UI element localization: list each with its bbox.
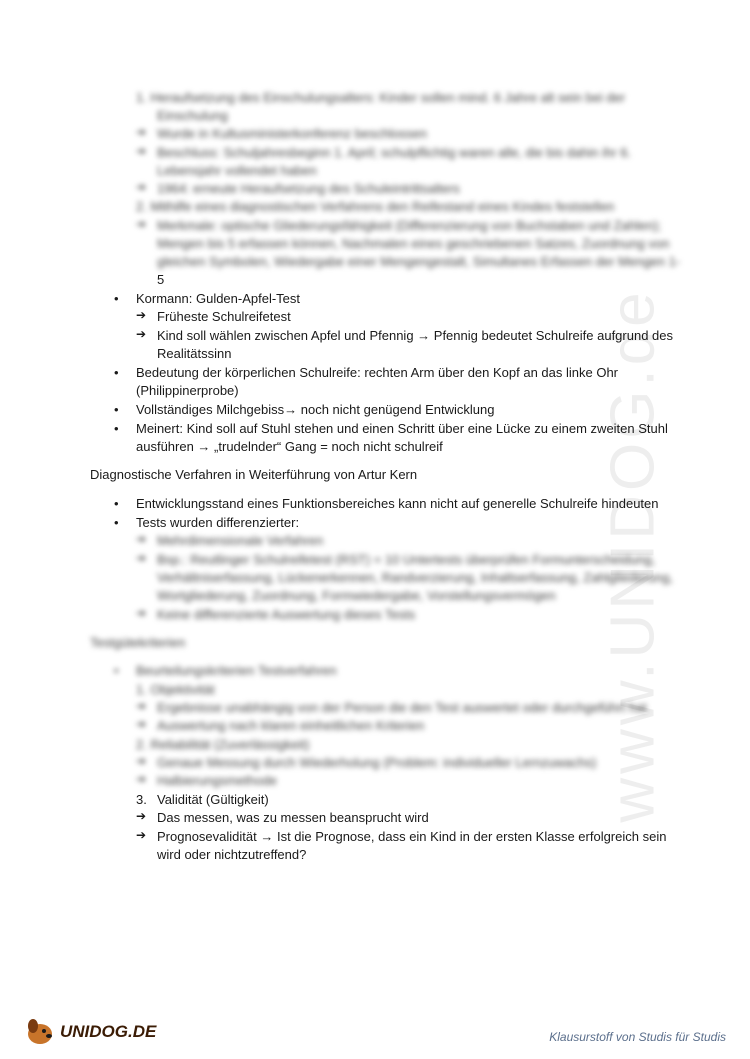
list-item-milch: • Vollständiges Milchgebiss→ noch nicht genügend Entwicklung: [136, 401, 494, 419]
blurred-line: Mehrdimensionale Verfahren: [157, 533, 324, 548]
arrow-icon: ➔: [136, 699, 147, 713]
arrow-icon: ➔: [136, 144, 147, 158]
arrow-icon: ➔: [136, 606, 147, 620]
blurred-line: Halbierungsmethode: [157, 773, 277, 788]
blurred-line: Keine differenzierte Auswertung dieses Tests: [157, 607, 416, 622]
list-subitem: Kind soll wählen zwischen Apfel und Pfennig → Pfennig bedeutet Schulreife aufgrund des: [157, 328, 674, 343]
arrow-icon: ➔: [136, 828, 147, 842]
blurred-line: Auswertung nach klaren einheitlichen Kriterien: [157, 718, 425, 733]
blurred-line: Mengen bis 5 erfassen können, Nachmalen eines geschriebenen Satzes, Zuordnung von: [157, 236, 670, 251]
logo-text: UNIDOG.DE: [60, 1022, 157, 1041]
blurred-line: gleichen Symbolen, Wiedergabe einer Mengengestalt, Simultanes Erfassen der Mengen 1-: [157, 254, 681, 269]
blurred-line: Lebensjahr vollendet haben: [157, 163, 317, 178]
blurred-heading: Testgütekriterien: [90, 635, 186, 650]
arrow-icon: ➔: [136, 754, 147, 768]
blurred-line: 1. Objektivität: [136, 682, 215, 697]
blurred-line: Genaue Messung durch Wiederholung (Problem: individueller Lernzuwachs): [157, 755, 597, 770]
list-subitem-cont: Realitätssinn: [157, 346, 232, 361]
blurred-line: 1964: erneute Heraufsetzung des Schuleintrittsalters: [157, 181, 460, 196]
blurred-line: 2. Mithilfe eines diagnostischen Verfahrens den Reifestand eines Kindes feststellen: [136, 199, 615, 214]
blurred-line: 2. Reliabilität (Zuverlässigkeit): [136, 737, 310, 752]
watermark: www.UNIDOG.de: [598, 288, 668, 823]
blurred-line: Ergebnisse unabhängig von der Person die den Test auswertet oder durchgeführt hat: [157, 700, 647, 715]
blurred-line: 1. Heraufsetzung des Einschulungsalters: Kinder sollen mind. 6 Jahre alt sein bei der: [136, 90, 626, 105]
arrow-icon: ➔: [136, 327, 147, 341]
unidog-logo[interactable]: [22, 1016, 162, 1046]
arrow-icon: ➔: [136, 717, 147, 731]
blurred-line: Einschulung: [157, 108, 228, 123]
blurred-line: Merkmale: optische Gliederungsfähigkeit (Differenzierung von Buchstaben und Zahlen);: [157, 218, 662, 233]
arrow-icon: ➔: [136, 180, 147, 194]
arrow-icon: ➔: [136, 532, 147, 546]
list-item-validitaet: Validität (Gültigkeit): [157, 792, 269, 807]
list-number: 3.: [136, 792, 147, 807]
list-subitem: Früheste Schulreifetest: [157, 309, 291, 324]
list-item-kormann: • Kormann: Gulden-Apfel-Test: [136, 290, 300, 308]
list-item-tests: • Tests wurden differenzierter:: [136, 514, 299, 532]
blurred-line: Wurde in Kultusministerkonferenz beschlossen: [157, 126, 428, 141]
arrow-icon: ➔: [136, 551, 147, 565]
arrow-icon: ➔: [136, 308, 147, 322]
list-subitem: Das messen, was zu messen beansprucht wird: [157, 810, 429, 825]
section-heading: Diagnostische Verfahren in Weiterführung von Artur Kern: [90, 467, 418, 482]
blurred-line: Bsp.: Reutlinger Schulreifetest (RST) = 10 Untertests überprüfen Formunterscheidung,: [157, 552, 656, 567]
text-line: 5: [157, 272, 165, 287]
arrow-icon: ➔: [136, 125, 147, 139]
blurred-line: Verhältniserfassung, Lückenerkennen, Randverzierung, Inhaltserfassung, Zahlgliederung,: [157, 570, 673, 585]
blurred-line: Wortgliederung, Zuordnung, Formwiedergabe, Vorstellungsvermögen: [157, 588, 556, 603]
dog-icon: [22, 1016, 58, 1046]
blurred-line: Beschluss: Schuljahresbeginn 1. April; schulpflichtig waren alle, die bis dahin ihr 6.: [157, 145, 632, 160]
list-item-meinert: • Meinert: Kind soll auf Stuhl stehen und einen Schritt über eine Lücke zu einem zweiten Stuhl: [136, 420, 668, 438]
footer-tagline: Klausurstoff von Studis für Studis: [549, 1030, 726, 1044]
list-subitem: Prognosevalidität → Ist die Prognose, dass ein Kind in der ersten Klasse erfolgreich sein: [157, 829, 667, 844]
list-item-entw: • Entwicklungsstand eines Funktionsbereiches kann nicht auf generelle Schulreife hindeuten: [136, 495, 659, 513]
list-item-koerper: • Bedeutung der körperlichen Schulreife: rechten Arm über den Kopf an das linke Ohr: [136, 364, 618, 382]
list-subitem-cont: wird oder nichtzutreffend?: [157, 847, 307, 862]
list-item-cont: (Philippinerprobe): [136, 383, 239, 398]
arrow-icon: ➔: [136, 809, 147, 823]
arrow-icon: ➔: [136, 772, 147, 786]
arrow-icon: ➔: [136, 217, 147, 231]
list-item-cont: ausführen → „trudelnder“ Gang = noch nicht schulreif: [136, 439, 443, 454]
blurred-line: • Beurteilungskriterien Testverfahren: [136, 662, 337, 680]
